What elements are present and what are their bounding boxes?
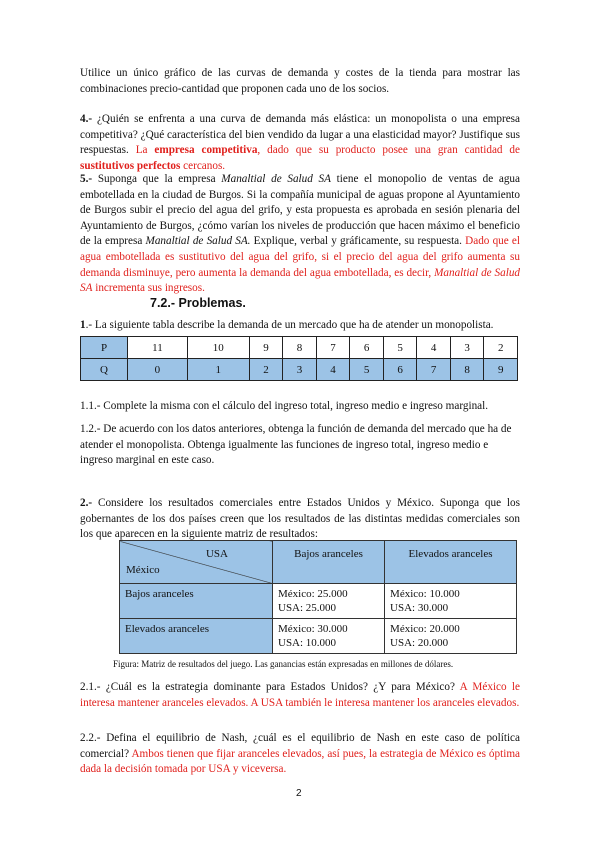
question-5 [80,172,520,297]
subquestion-1-1: 1.1.- Complete la misma con el cálculo del ingreso total, ingreso medio e ingreso marginal. [80,400,489,412]
table-row-p [81,337,518,359]
payoff-mexico: México: 30.000 [278,623,348,635]
matrix-corner [120,541,273,584]
q5-company: Manaltial de Salud SA [221,173,331,185]
payoff-mexico: México: 10.000 [390,588,460,600]
question-4 [80,112,520,174]
q4-answer [80,144,520,172]
q5-company2: Manaltial de Salud SA. [145,235,251,248]
corner-usa: USA [205,548,228,560]
q5-answer-b: incrementa sus ingresos. [92,282,205,295]
q4-answer-bold1: empresa competitiva [154,144,258,157]
table-cell: 0 [128,359,188,381]
q5-text-c: Explique, verbal y gráficamente, su respuesta. [250,235,462,248]
row-header-low-tariffs: Bajos aranceles [120,584,273,619]
corner-mexico: México [126,564,160,576]
matrix-row [120,619,517,654]
page-number: 2 [296,788,302,799]
q21-text: 2.1.- ¿Cuál es la estrategia dominante para Estados Unidos? ¿Y para México? [80,681,455,693]
p1-intro: .- La siguiente tabla describe la demanda de un mercado que ha de atender un monopolista. [85,319,494,331]
table-cell: 6 [383,359,417,381]
payoff-cell [273,619,385,654]
table-cell: 7 [417,359,451,381]
payoff-usa: USA: 20.000 [390,637,449,649]
table-cell: 2 [484,337,518,359]
table-cell: 7 [316,337,350,359]
section-title: 7.2.- Problemas. [150,296,246,310]
q5-number: 5.- [80,173,93,185]
payoff-cell [385,584,517,619]
table-cell: 8 [450,359,484,381]
table-cell: 4 [316,359,350,381]
p2-intro: Considere los resultados comerciales entre Estados Unidos y México. Suponga que los gobernantes de los dos países creen que los resultados de las distintas medidas comerciales son los que aparecen en la siguiente matriz de resultados: [80,497,520,541]
payoff-usa: USA: 10.000 [278,637,337,649]
p1-number: 1 [80,319,86,331]
table-cell: 9 [249,337,283,359]
payoff-cell [385,619,517,654]
subquestion-2-1 [80,680,520,711]
table-cell: 3 [450,337,484,359]
figure-caption: Figura: Matriz de resultados del juego. Las ganancias están expresadas en millones de dólares. [113,659,454,669]
problem-1-intro [80,318,520,334]
intro-text: Utilice un único gráfico de las curvas de demanda y costes de la tienda para mostrar las combinaciones precio-cantidad que proponen cada uno de los socios. [80,67,520,95]
table-cell: 3 [283,359,317,381]
q4-question: ¿Quién se enfrenta a una curva de demanda más elástica: un monopolista o una empresa competitiva? ¿Qué característica del bien vendido da lugar a una elasticidad mayor? Justifique sus respuestas. [80,113,520,157]
row-header-high-tariffs: Elevados aranceles [120,619,273,654]
q5-answer-a: Dado que el agua embotellada es sustitutivo del agua del grifo, si el precio del agua del grifo aumenta su demanda disminuye, pero aumenta la demanda del agua embotellada, es decir, [80,235,520,279]
subquestion-2-2 [80,731,520,778]
col-header-high-tariffs: Elevados aranceles [385,541,517,584]
table-cell: 1 [187,359,249,381]
q4-answer-pre: La [128,144,155,157]
payoff-mexico: México: 25.000 [278,588,348,600]
q5-answer-company: Manaltial de Salud SA [80,266,521,295]
problem-2-intro [80,496,520,543]
payoff-matrix [119,540,517,654]
q4-number: 4.- [80,113,93,125]
payoff-mexico: México: 20.000 [390,623,460,635]
table-cell: 11 [128,337,188,359]
payoff-cell [273,584,385,619]
table-cell: 8 [283,337,317,359]
q4-answer-mid: , dado que su producto posee una gran cantidad de [257,144,520,157]
q4-answer-post: cercanos. [180,159,226,172]
row-label-q: Q [81,359,128,381]
table-cell: 2 [249,359,283,381]
table-cell: 10 [187,337,249,359]
payoff-usa: USA: 25.000 [278,602,337,614]
demand-table [80,336,518,381]
payoff-usa: USA: 30.000 [390,602,449,614]
col-header-low-tariffs: Bajos aranceles [273,541,385,584]
q22-answer: Ambos tienen que fijar aranceles elevados, así pues, la estrategia de México es óptima dada la decisión tomada por USA y viceversa. [80,747,520,776]
q22-text: 2.2.- Defina el equilibrio de Nash, ¿cuál es el equilibrio de Nash en este caso de política comercial? [80,732,520,760]
table-cell: 5 [350,359,384,381]
q4-answer-bold2: sustitutivos perfectos [80,159,181,172]
intro-paragraph [80,66,520,97]
table-cell: 9 [484,359,518,381]
q21-answer: A México le interesa mantener aranceles elevados. A USA también le interesa mantener los aranceles elevados. [80,681,520,709]
row-label-p: P [81,337,128,359]
p2-number: 2.- [80,497,93,509]
q5-text-a: Suponga que la empresa [92,173,222,185]
matrix-header-row [120,541,517,584]
q5-text-b: tiene el monopolio de ventas de agua embotellada en la ciudad de Burgos. Si la compañía municipal de aguas propone al Ayuntamiento de Burgos subir el precio del agua del grifo, y esta propuesta es aprobada en sesión plenaria del Ayuntamiento de Burgos, ¿cómo varían los niveles de producción que hacen máximo el beneficio de la empresa [80,173,520,248]
table-cell: 4 [417,337,451,359]
table-cell: 5 [383,337,417,359]
table-cell: 6 [350,337,384,359]
table-row-q [81,359,518,381]
subquestion-1-2 [80,422,520,469]
matrix-row [120,584,517,619]
subquestion-1-2-text: 1.2.- De acuerdo con los datos anteriores, obtenga la función de demanda del mercado que ha de atender el monopolista. Obtenga igualmente las funciones de ingreso total, ingreso medio e ingreso marginal en este caso. [80,423,512,467]
